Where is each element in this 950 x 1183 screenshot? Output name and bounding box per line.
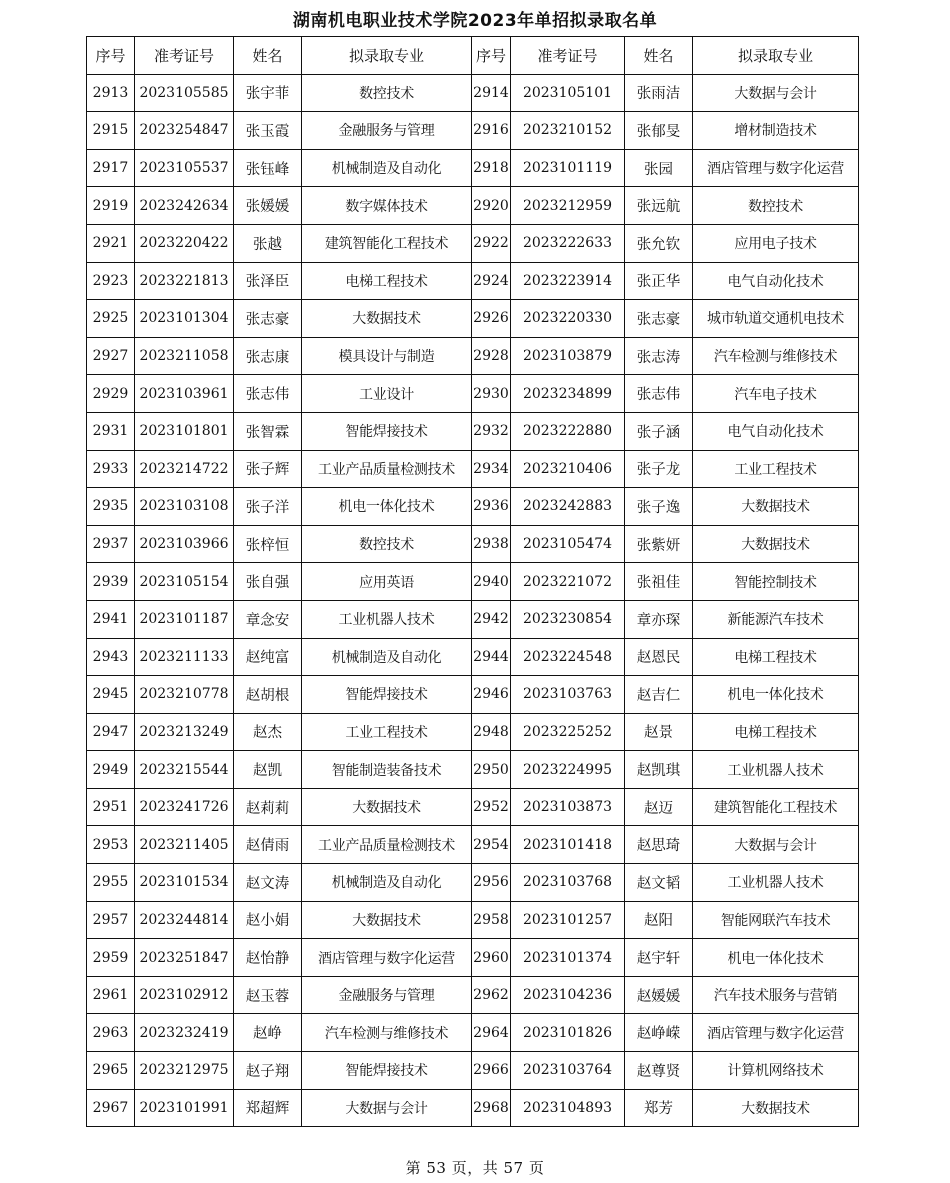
seq-cell: 2956 xyxy=(472,864,511,902)
table-row xyxy=(87,751,859,789)
major-cell: 智能焊接技术 xyxy=(302,676,472,714)
seq-cell: 2962 xyxy=(472,976,511,1014)
exam-id-cell: 2023105585 xyxy=(135,74,234,112)
exam-id-cell: 2023103764 xyxy=(511,1052,625,1090)
major-cell: 机械制造及自动化 xyxy=(302,638,472,676)
exam-id-cell: 2023242634 xyxy=(135,187,234,225)
seq-cell: 2943 xyxy=(87,638,135,676)
exam-id-cell: 2023241726 xyxy=(135,788,234,826)
name-cell: 张志豪 xyxy=(234,300,302,338)
seq-cell: 2949 xyxy=(87,751,135,789)
name-cell: 张雨洁 xyxy=(625,74,693,112)
major-cell: 大数据技术 xyxy=(302,788,472,826)
seq-cell: 2933 xyxy=(87,450,135,488)
seq-cell: 2919 xyxy=(87,187,135,225)
major-cell: 智能制造装备技术 xyxy=(302,751,472,789)
seq-cell: 2924 xyxy=(472,262,511,300)
exam-id-cell: 2023103873 xyxy=(511,788,625,826)
seq-cell: 2954 xyxy=(472,826,511,864)
exam-id-cell: 2023224995 xyxy=(511,751,625,789)
table-header-row xyxy=(87,37,859,75)
exam-id-cell: 2023210406 xyxy=(511,450,625,488)
table-row xyxy=(87,224,859,262)
name-cell: 张志涛 xyxy=(625,337,693,375)
header-name: 姓名 xyxy=(625,37,693,75)
name-cell: 赵峥嵘 xyxy=(625,1014,693,1052)
exam-id-cell: 2023220330 xyxy=(511,300,625,338)
major-cell: 大数据技术 xyxy=(302,901,472,939)
major-cell: 大数据与会计 xyxy=(302,1089,472,1127)
major-cell: 机电一体化技术 xyxy=(693,676,859,714)
exam-id-cell: 2023212959 xyxy=(511,187,625,225)
name-cell: 赵迈 xyxy=(625,788,693,826)
name-cell: 赵恩民 xyxy=(625,638,693,676)
name-cell: 赵媛媛 xyxy=(625,976,693,1014)
seq-cell: 2940 xyxy=(472,563,511,601)
exam-id-cell: 2023244814 xyxy=(135,901,234,939)
seq-cell: 2968 xyxy=(472,1089,511,1127)
seq-cell: 2935 xyxy=(87,488,135,526)
seq-cell: 2931 xyxy=(87,412,135,450)
seq-cell: 2929 xyxy=(87,375,135,413)
name-cell: 张紫妍 xyxy=(625,525,693,563)
table-row xyxy=(87,187,859,225)
admission-table xyxy=(86,36,859,1127)
name-cell: 赵倩雨 xyxy=(234,826,302,864)
exam-id-cell: 2023101257 xyxy=(511,901,625,939)
name-cell: 张玉霞 xyxy=(234,112,302,150)
table-row xyxy=(87,638,859,676)
name-cell: 张远航 xyxy=(625,187,693,225)
header-seq: 序号 xyxy=(87,37,135,75)
name-cell: 张志伟 xyxy=(234,375,302,413)
exam-id-cell: 2023101374 xyxy=(511,939,625,977)
name-cell: 张钰峰 xyxy=(234,149,302,187)
seq-cell: 2913 xyxy=(87,74,135,112)
name-cell: 张子逸 xyxy=(625,488,693,526)
name-cell: 张允钦 xyxy=(625,224,693,262)
exam-id-cell: 2023214722 xyxy=(135,450,234,488)
seq-cell: 2946 xyxy=(472,676,511,714)
exam-id-cell: 2023215544 xyxy=(135,751,234,789)
table-row xyxy=(87,676,859,714)
name-cell: 赵莉莉 xyxy=(234,788,302,826)
exam-id-cell: 2023105101 xyxy=(511,74,625,112)
major-cell: 汽车检测与维修技术 xyxy=(302,1014,472,1052)
seq-cell: 2959 xyxy=(87,939,135,977)
exam-id-cell: 2023101119 xyxy=(511,149,625,187)
major-cell: 建筑智能化工程技术 xyxy=(693,788,859,826)
name-cell: 赵纯富 xyxy=(234,638,302,676)
seq-cell: 2958 xyxy=(472,901,511,939)
major-cell: 金融服务与管理 xyxy=(302,976,472,1014)
seq-cell: 2947 xyxy=(87,713,135,751)
seq-cell: 2922 xyxy=(472,224,511,262)
exam-id-cell: 2023101534 xyxy=(135,864,234,902)
name-cell: 赵凯 xyxy=(234,751,302,789)
exam-id-cell: 2023103961 xyxy=(135,375,234,413)
name-cell: 赵文涛 xyxy=(234,864,302,902)
header-exam-id: 准考证号 xyxy=(511,37,625,75)
name-cell: 赵阳 xyxy=(625,901,693,939)
name-cell: 赵景 xyxy=(625,713,693,751)
seq-cell: 2914 xyxy=(472,74,511,112)
seq-cell: 2967 xyxy=(87,1089,135,1127)
table-row xyxy=(87,713,859,751)
seq-cell: 2932 xyxy=(472,412,511,450)
exam-id-cell: 2023105474 xyxy=(511,525,625,563)
exam-id-cell: 2023103966 xyxy=(135,525,234,563)
exam-id-cell: 2023225252 xyxy=(511,713,625,751)
exam-id-cell: 2023101304 xyxy=(135,300,234,338)
seq-cell: 2917 xyxy=(87,149,135,187)
exam-id-cell: 2023103763 xyxy=(511,676,625,714)
exam-id-cell: 2023105537 xyxy=(135,149,234,187)
name-cell: 张祖佳 xyxy=(625,563,693,601)
table-row xyxy=(87,149,859,187)
major-cell: 大数据技术 xyxy=(302,300,472,338)
name-cell: 张子辉 xyxy=(234,450,302,488)
header-major: 拟录取专业 xyxy=(693,37,859,75)
name-cell: 张郁旻 xyxy=(625,112,693,150)
name-cell: 赵玉蓉 xyxy=(234,976,302,1014)
major-cell: 计算机网络技术 xyxy=(693,1052,859,1090)
name-cell: 赵怡静 xyxy=(234,939,302,977)
exam-id-cell: 2023211133 xyxy=(135,638,234,676)
name-cell: 张泽臣 xyxy=(234,262,302,300)
major-cell: 机械制造及自动化 xyxy=(302,149,472,187)
name-cell: 郑超辉 xyxy=(234,1089,302,1127)
major-cell: 建筑智能化工程技术 xyxy=(302,224,472,262)
major-cell: 工业设计 xyxy=(302,375,472,413)
seq-cell: 2960 xyxy=(472,939,511,977)
table-row xyxy=(87,112,859,150)
name-cell: 张志伟 xyxy=(625,375,693,413)
name-cell: 赵胡根 xyxy=(234,676,302,714)
seq-cell: 2944 xyxy=(472,638,511,676)
page-footer: 第 53 页，共 57 页 xyxy=(405,1159,545,1177)
table-row xyxy=(87,450,859,488)
major-cell: 汽车技术服务与营销 xyxy=(693,976,859,1014)
exam-id-cell: 2023224548 xyxy=(511,638,625,676)
name-cell: 赵峥 xyxy=(234,1014,302,1052)
major-cell: 工业产品质量检测技术 xyxy=(302,826,472,864)
seq-cell: 2916 xyxy=(472,112,511,150)
exam-id-cell: 2023234899 xyxy=(511,375,625,413)
table-row xyxy=(87,939,859,977)
exam-id-cell: 2023104893 xyxy=(511,1089,625,1127)
exam-id-cell: 2023213249 xyxy=(135,713,234,751)
seq-cell: 2955 xyxy=(87,864,135,902)
seq-cell: 2927 xyxy=(87,337,135,375)
exam-id-cell: 2023222633 xyxy=(511,224,625,262)
seq-cell: 2934 xyxy=(472,450,511,488)
major-cell: 工业工程技术 xyxy=(302,713,472,751)
seq-cell: 2952 xyxy=(472,788,511,826)
name-cell: 张子洋 xyxy=(234,488,302,526)
major-cell: 新能源汽车技术 xyxy=(693,600,859,638)
seq-cell: 2928 xyxy=(472,337,511,375)
major-cell: 酒店管理与数字化运营 xyxy=(693,149,859,187)
major-cell: 大数据与会计 xyxy=(693,826,859,864)
seq-cell: 2921 xyxy=(87,224,135,262)
major-cell: 智能焊接技术 xyxy=(302,412,472,450)
table-row xyxy=(87,600,859,638)
major-cell: 电气自动化技术 xyxy=(693,262,859,300)
seq-cell: 2961 xyxy=(87,976,135,1014)
major-cell: 工业产品质量检测技术 xyxy=(302,450,472,488)
name-cell: 赵凯琪 xyxy=(625,751,693,789)
major-cell: 数字媒体技术 xyxy=(302,187,472,225)
table-row xyxy=(87,901,859,939)
seq-cell: 2957 xyxy=(87,901,135,939)
seq-cell: 2915 xyxy=(87,112,135,150)
exam-id-cell: 2023221813 xyxy=(135,262,234,300)
exam-id-cell: 2023242883 xyxy=(511,488,625,526)
seq-cell: 2941 xyxy=(87,600,135,638)
major-cell: 酒店管理与数字化运营 xyxy=(693,1014,859,1052)
exam-id-cell: 2023254847 xyxy=(135,112,234,150)
table-row xyxy=(87,375,859,413)
major-cell: 电梯工程技术 xyxy=(693,713,859,751)
exam-id-cell: 2023101991 xyxy=(135,1089,234,1127)
major-cell: 智能焊接技术 xyxy=(302,1052,472,1090)
major-cell: 工业工程技术 xyxy=(693,450,859,488)
seq-cell: 2925 xyxy=(87,300,135,338)
exam-id-cell: 2023230854 xyxy=(511,600,625,638)
name-cell: 张正华 xyxy=(625,262,693,300)
major-cell: 酒店管理与数字化运营 xyxy=(302,939,472,977)
table-row xyxy=(87,826,859,864)
seq-cell: 2945 xyxy=(87,676,135,714)
name-cell: 张越 xyxy=(234,224,302,262)
table-row xyxy=(87,300,859,338)
exam-id-cell: 2023211058 xyxy=(135,337,234,375)
major-cell: 工业机器人技术 xyxy=(693,864,859,902)
exam-id-cell: 2023210778 xyxy=(135,676,234,714)
table-row xyxy=(87,1052,859,1090)
major-cell: 应用英语 xyxy=(302,563,472,601)
name-cell: 赵小娟 xyxy=(234,901,302,939)
major-cell: 应用电子技术 xyxy=(693,224,859,262)
major-cell: 数控技术 xyxy=(302,74,472,112)
major-cell: 智能网联汽车技术 xyxy=(693,901,859,939)
seq-cell: 2950 xyxy=(472,751,511,789)
name-cell: 赵杰 xyxy=(234,713,302,751)
name-cell: 郑芳 xyxy=(625,1089,693,1127)
major-cell: 机电一体化技术 xyxy=(693,939,859,977)
major-cell: 工业机器人技术 xyxy=(302,600,472,638)
major-cell: 模具设计与制造 xyxy=(302,337,472,375)
header-seq: 序号 xyxy=(472,37,511,75)
major-cell: 电梯工程技术 xyxy=(302,262,472,300)
major-cell: 数控技术 xyxy=(302,525,472,563)
major-cell: 金融服务与管理 xyxy=(302,112,472,150)
exam-id-cell: 2023212975 xyxy=(135,1052,234,1090)
major-cell: 汽车检测与维修技术 xyxy=(693,337,859,375)
major-cell: 大数据与会计 xyxy=(693,74,859,112)
table-row xyxy=(87,412,859,450)
seq-cell: 2918 xyxy=(472,149,511,187)
name-cell: 张媛媛 xyxy=(234,187,302,225)
exam-id-cell: 2023104236 xyxy=(511,976,625,1014)
name-cell: 章念安 xyxy=(234,600,302,638)
table-row xyxy=(87,337,859,375)
table-row xyxy=(87,74,859,112)
exam-id-cell: 2023101418 xyxy=(511,826,625,864)
header-major: 拟录取专业 xyxy=(302,37,472,75)
exam-id-cell: 2023211405 xyxy=(135,826,234,864)
name-cell: 张志豪 xyxy=(625,300,693,338)
major-cell: 工业机器人技术 xyxy=(693,751,859,789)
exam-id-cell: 2023102912 xyxy=(135,976,234,1014)
exam-id-cell: 2023105154 xyxy=(135,563,234,601)
seq-cell: 2965 xyxy=(87,1052,135,1090)
major-cell: 机械制造及自动化 xyxy=(302,864,472,902)
name-cell: 赵文韬 xyxy=(625,864,693,902)
seq-cell: 2953 xyxy=(87,826,135,864)
document-title: 湖南机电职业技术学院2023年单招拟录取名单 xyxy=(292,11,658,31)
major-cell: 机电一体化技术 xyxy=(302,488,472,526)
exam-id-cell: 2023251847 xyxy=(135,939,234,977)
table-row xyxy=(87,864,859,902)
exam-id-cell: 2023232419 xyxy=(135,1014,234,1052)
exam-id-cell: 2023101801 xyxy=(135,412,234,450)
major-cell: 增材制造技术 xyxy=(693,112,859,150)
seq-cell: 2930 xyxy=(472,375,511,413)
name-cell: 张子龙 xyxy=(625,450,693,488)
table-row xyxy=(87,976,859,1014)
name-cell: 张自强 xyxy=(234,563,302,601)
seq-cell: 2948 xyxy=(472,713,511,751)
name-cell: 赵子翔 xyxy=(234,1052,302,1090)
name-cell: 赵尊贤 xyxy=(625,1052,693,1090)
name-cell: 张志康 xyxy=(234,337,302,375)
name-cell: 张智霖 xyxy=(234,412,302,450)
exam-id-cell: 2023101826 xyxy=(511,1014,625,1052)
seq-cell: 2951 xyxy=(87,788,135,826)
exam-id-cell: 2023223914 xyxy=(511,262,625,300)
name-cell: 张子涵 xyxy=(625,412,693,450)
major-cell: 电气自动化技术 xyxy=(693,412,859,450)
header-name: 姓名 xyxy=(234,37,302,75)
major-cell: 大数据技术 xyxy=(693,488,859,526)
name-cell: 章亦琛 xyxy=(625,600,693,638)
name-cell: 张梓恒 xyxy=(234,525,302,563)
seq-cell: 2939 xyxy=(87,563,135,601)
seq-cell: 2936 xyxy=(472,488,511,526)
seq-cell: 2963 xyxy=(87,1014,135,1052)
exam-id-cell: 2023103108 xyxy=(135,488,234,526)
name-cell: 赵宇轩 xyxy=(625,939,693,977)
seq-cell: 2923 xyxy=(87,262,135,300)
major-cell: 城市轨道交通机电技术 xyxy=(693,300,859,338)
exam-id-cell: 2023210152 xyxy=(511,112,625,150)
header-exam-id: 准考证号 xyxy=(135,37,234,75)
table-row xyxy=(87,1014,859,1052)
major-cell: 汽车电子技术 xyxy=(693,375,859,413)
table-row xyxy=(87,488,859,526)
name-cell: 赵吉仁 xyxy=(625,676,693,714)
major-cell: 电梯工程技术 xyxy=(693,638,859,676)
name-cell: 张园 xyxy=(625,149,693,187)
table-row xyxy=(87,1089,859,1127)
seq-cell: 2937 xyxy=(87,525,135,563)
seq-cell: 2964 xyxy=(472,1014,511,1052)
exam-id-cell: 2023101187 xyxy=(135,600,234,638)
table-row xyxy=(87,563,859,601)
name-cell: 赵思琦 xyxy=(625,826,693,864)
name-cell: 张宇菲 xyxy=(234,74,302,112)
seq-cell: 2926 xyxy=(472,300,511,338)
seq-cell: 2942 xyxy=(472,600,511,638)
exam-id-cell: 2023222880 xyxy=(511,412,625,450)
exam-id-cell: 2023103879 xyxy=(511,337,625,375)
exam-id-cell: 2023220422 xyxy=(135,224,234,262)
table-row xyxy=(87,788,859,826)
seq-cell: 2920 xyxy=(472,187,511,225)
major-cell: 数控技术 xyxy=(693,187,859,225)
major-cell: 大数据技术 xyxy=(693,1089,859,1127)
table-row xyxy=(87,262,859,300)
major-cell: 大数据技术 xyxy=(693,525,859,563)
seq-cell: 2938 xyxy=(472,525,511,563)
table-row xyxy=(87,525,859,563)
exam-id-cell: 2023221072 xyxy=(511,563,625,601)
exam-id-cell: 2023103768 xyxy=(511,864,625,902)
seq-cell: 2966 xyxy=(472,1052,511,1090)
major-cell: 智能控制技术 xyxy=(693,563,859,601)
